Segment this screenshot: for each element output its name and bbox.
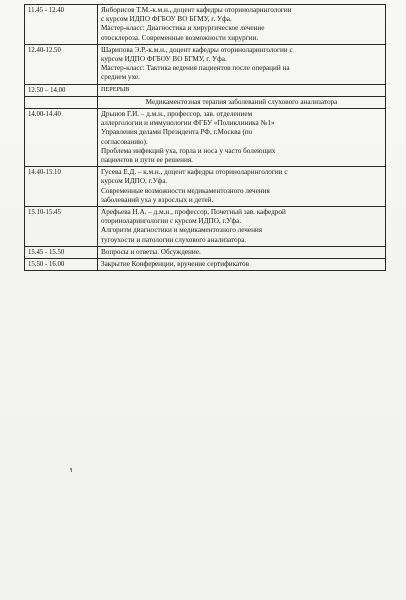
section-title-cell xyxy=(98,96,386,108)
content-line: Дрынов Г.И. – д.м.н., профессор, зав. отделением xyxy=(101,110,253,119)
content-line: курсом ИДПО ФГБОУ ВО БГМУ, г. Уфа. xyxy=(101,55,227,64)
content-line: Современные возможности медикаментозного лечения xyxy=(101,186,270,195)
time-cell xyxy=(25,5,98,45)
section-header-row xyxy=(25,96,386,108)
content-line: Алгоритм диагностики и медикаментозного лечения xyxy=(101,226,263,235)
content-line: Гусева Е.Д. – к.м.н., доцент кафедры оториноларингологии с xyxy=(101,168,288,177)
content-cell xyxy=(98,109,386,167)
content-cell xyxy=(98,44,386,84)
content-line: Мастер-класс: Диагностика и хирургическое лечение xyxy=(101,24,265,33)
time-text: 15.50 - 16.00 xyxy=(28,261,65,269)
content-cell xyxy=(98,207,386,247)
schedule-body xyxy=(25,5,386,271)
time-cell xyxy=(25,44,98,84)
schedule-row xyxy=(25,5,386,45)
schedule-row xyxy=(25,207,386,247)
time-cell xyxy=(25,84,98,96)
content-line: отосклероза. Современные возможности хирургии. xyxy=(101,33,259,42)
schedule-row xyxy=(25,167,386,207)
time-cell xyxy=(25,109,98,167)
time-text: 14.40-15.10 xyxy=(28,169,61,177)
schedule-row xyxy=(25,109,386,167)
content-line: аллергологии и иммунологии ФГБУ «Поликлиника №1» xyxy=(101,119,275,128)
time-text: 11.45 - 12.40 xyxy=(28,7,64,14)
content-line: Янборисов Т.М.-к.м.н., доцент кафедры оториноларингологии xyxy=(101,6,292,14)
break-row xyxy=(25,84,386,96)
content-line: с курсом ИДПО ФГБОУ ВО БГМУ, г. Уфа. xyxy=(101,15,232,24)
content-cell xyxy=(98,246,386,258)
content-cell xyxy=(98,84,386,96)
content-line: пациентов и пути ее решения. xyxy=(101,156,193,165)
time-text: 12.50 – 14.00 xyxy=(28,86,66,94)
content-line: Шарипова Э.Р.-к.м.н., доцент кафедры оториноларингологии с xyxy=(101,45,293,54)
time-cell xyxy=(25,246,98,258)
content-line: ПЕРЕРЫВ xyxy=(101,85,130,93)
schedule-row xyxy=(25,259,386,271)
content-line: заболеваний уха у взрослых и детей. xyxy=(101,195,214,204)
content-line: среднем ухе. xyxy=(101,73,140,82)
schedule-table xyxy=(24,4,386,271)
time-cell xyxy=(25,96,98,108)
content-line: Закрытие Конференции, вручение сертификатов xyxy=(101,260,250,269)
content-line: тугоухости и патологии слухового анализатора. xyxy=(101,235,247,244)
time-text: 14.00-14.40 xyxy=(28,111,61,119)
time-cell xyxy=(25,207,98,247)
schedule-row xyxy=(25,44,386,84)
content-cell xyxy=(98,167,386,207)
content-line: Управления делами Президента РФ, г.Москва (по xyxy=(101,128,253,137)
content-cell xyxy=(98,5,386,45)
time-cell xyxy=(25,167,98,207)
content-line: Проблема инфекций уха, горла и носа у часто болеющих xyxy=(101,146,276,155)
content-line: оториноларингологии с курсом ИДПО, г.Уфа. xyxy=(101,217,242,226)
scan-speck xyxy=(71,470,72,472)
content-line: курсом ИДПО, г.Уфа. xyxy=(101,177,168,186)
content-line: Мастер-класс: Тактика ведения пациентов после операций на xyxy=(101,64,290,73)
time-text: 15.10-15.45 xyxy=(28,209,61,217)
section-title: Медикаментозная терапия заболеваний слухового анализатора xyxy=(145,97,338,106)
time-text: 15.45 - 15.50 xyxy=(28,248,65,256)
time-cell xyxy=(25,259,98,271)
content-line: Вопросы и ответы. Обсуждение. xyxy=(101,247,201,256)
content-line: Арефьева Н.А. – д.м.н., профессор, Почетный зав. кафедрой xyxy=(101,208,286,217)
time-text: 12.40-12.50 xyxy=(28,46,61,54)
content-cell xyxy=(98,259,386,271)
content-line: согласованию). xyxy=(101,137,148,146)
schedule-row xyxy=(25,246,386,258)
